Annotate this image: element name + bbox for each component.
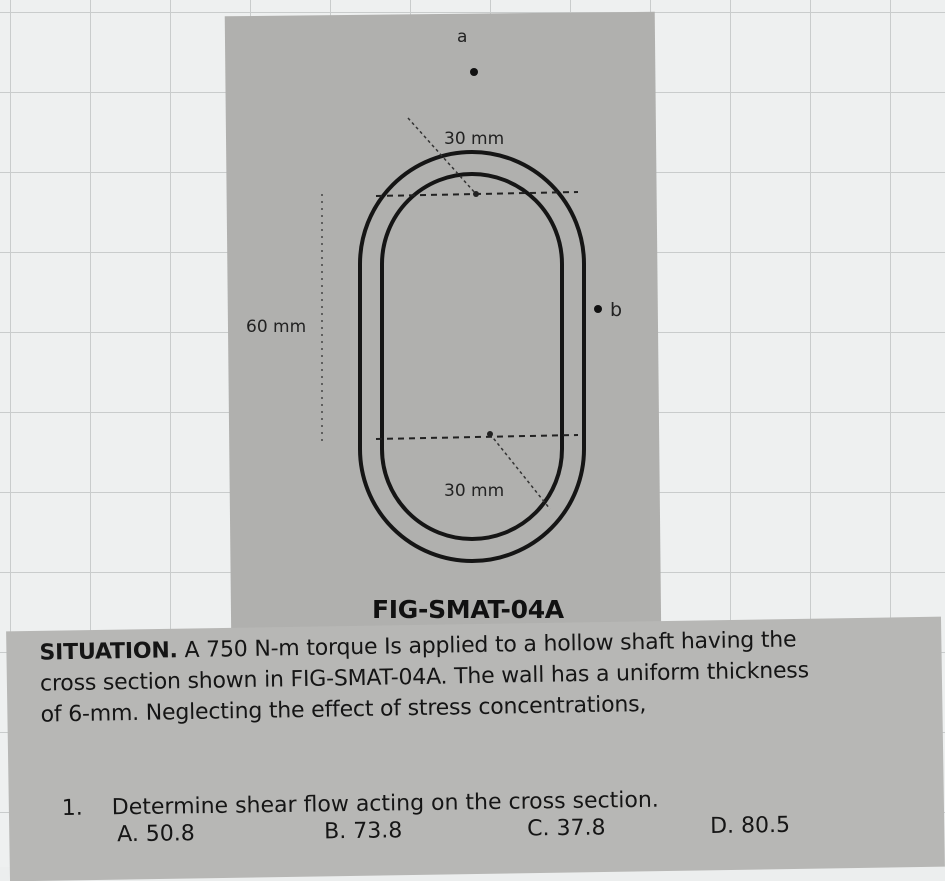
point-a-label: a (457, 27, 468, 47)
cross-section-figure (228, 14, 658, 614)
situation-paragraph (39, 622, 910, 730)
choice-d[interactable]: D. 80.5 (709, 812, 791, 839)
point-b-dot (594, 305, 602, 313)
point-a-dot (470, 68, 478, 76)
situation-lead: SITUATION. (39, 638, 178, 666)
question-number: 1. (61, 795, 83, 822)
top-radius-label: 30 mm (444, 129, 505, 149)
bottom-radius-label: 30 mm (444, 481, 505, 501)
point-b-label: b (610, 299, 623, 321)
question-1 (62, 784, 923, 853)
choice-c[interactable]: C. 37.8 (526, 815, 606, 842)
situation-line-1-text: A 750 N-m torque Is applied to a hollow shaft having the (177, 627, 797, 664)
figure-caption: FIG-SMAT-04A (372, 595, 564, 624)
choice-a[interactable]: A. 50.8 (117, 821, 195, 848)
choice-b[interactable]: B. 73.8 (323, 818, 403, 845)
situation-line-2: cross section shown in FIG-SMAT-04A. The wall has a uniform thickness (39, 658, 810, 697)
bottom-center-line (376, 435, 578, 439)
height-label: 60 mm (246, 317, 307, 337)
question-text: Determine shear flow acting on the cross section. (111, 787, 659, 821)
situation-line-3: of 6-mm. Neglecting the effect of stress concentrations, (40, 692, 647, 728)
